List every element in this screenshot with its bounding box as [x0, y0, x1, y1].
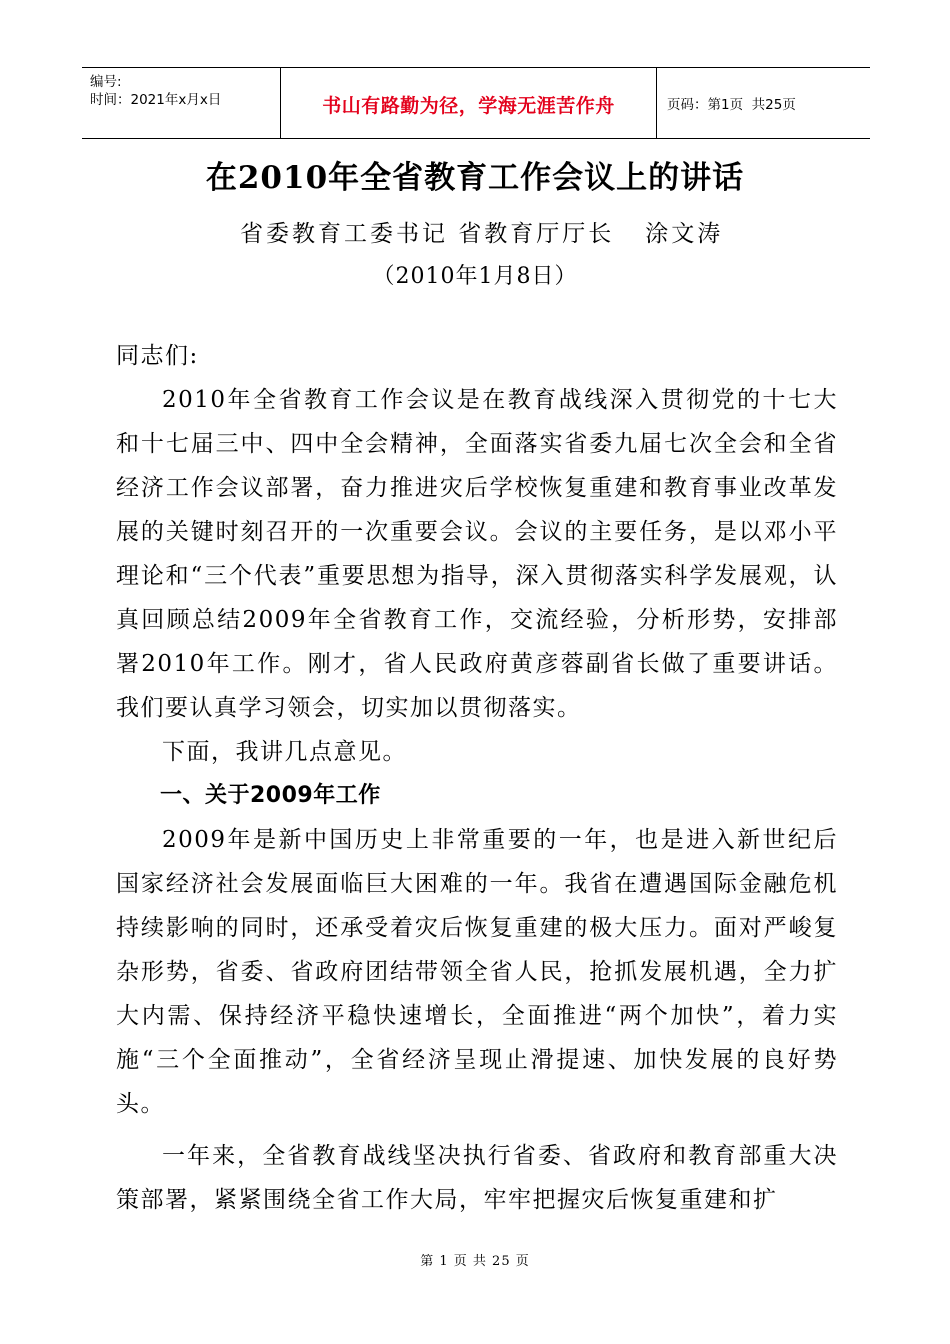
speaker-byline: 省委教育工委书记 省教育厅厅长 涂文涛 — [240, 221, 724, 247]
body-paragraph: 2010年全省教育工作会议是在教育战线深入贯彻党的十七大和十七届三中、四中全会精神，全面落实省委九届七次全会和全省经济工作会议部署，奋力推进灾后学校恢复重建和教育事业改革发展的关键时刻召开的一次重要会议。会议的主要任务，是以邓小平理论和“三个代表”重要思想为指导，深入贯彻落实科学发展观，认真回顾总结2009年全省教育工作，交流经验，分析形势，安排部署2010年工作。刚才，省人民政府黄彦蓉副省长做了重要讲话。我们要认真学习领会，切实加以贯彻落实。 — [116, 387, 838, 721]
document-title: 在2010年全省教育工作会议上的讲话 — [205, 160, 745, 196]
document-date-label: 时间：2021年x月x日 — [90, 92, 222, 108]
document-number-label: 编号: — [90, 74, 122, 90]
header-meta-cell — [82, 68, 281, 138]
body-paragraph: 一年来，全省教育战线坚决执行省委、省政府和教育部重大决策部署，紧紧围绕全省工作大局，牢牢把握灾后恢复重建和扩 — [116, 1143, 838, 1213]
speech-date: （2010年1月8日） — [372, 264, 578, 289]
body-paragraph: 下面，我讲几点意见。 — [162, 739, 407, 765]
body-paragraph: 2009年是新中国历史上非常重要的一年，也是进入新世纪后国家经济社会发展面临巨大困难的一年。我省在遭遇国际金融危机持续影响的同时，还承受着灾后恢复重建的极大压力。面对严峻复杂形势，省委、省政府团结带领全省人民，抢抓发展机遇，全力扩大内需、保持经济平稳快速增长，全面推进“两个加快”，着力实施“三个全面推动”，全省经济呈现止滑提速、加快发展的良好势头。 — [116, 827, 838, 1117]
document-body — [116, 334, 838, 1222]
header-page-cell — [657, 68, 870, 138]
motto-text: 书山有路勤为径，学海无涯苦作舟 — [322, 94, 615, 117]
page-footer: 第 1 页 共 25 页 — [420, 1254, 530, 1269]
header-motto-cell — [281, 68, 657, 138]
salutation: 同志们: — [116, 343, 199, 369]
page-info: 页码：第1页 共25页 — [667, 97, 796, 113]
section-heading: 一、关于2009年工作 — [160, 783, 381, 808]
document-header — [82, 67, 870, 139]
